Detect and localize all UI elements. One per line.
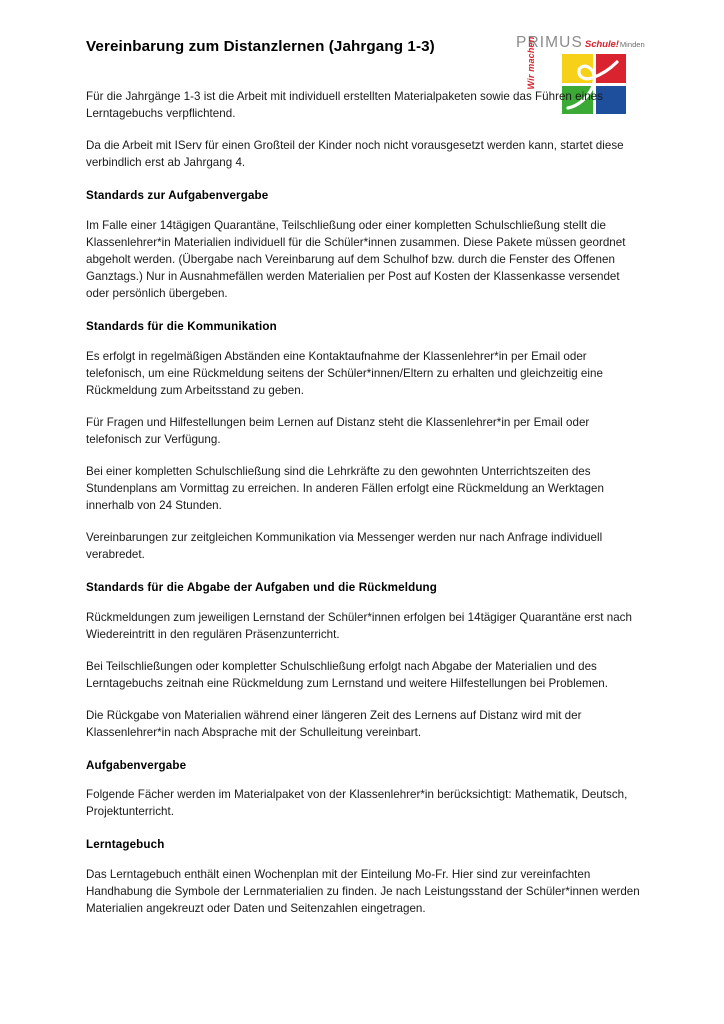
paragraph-intro-1: Für die Jahrgänge 1-3 ist die Arbeit mit individuell erstellten Materialpaketen sowie das Führen eines Lerntagebuchs verpflichtend. (86, 90, 603, 121)
heading-lerntagebuch: Lerntagebuch (86, 838, 165, 852)
heading-standards-kommunikation: Standards für die Kommunikation (86, 319, 277, 333)
paragraph-kommunikation-2: Für Fragen und Hilfestellungen beim Lernen auf Distanz steht die Klassenlehrer*in per Email oder telefonisch zur Verfügung. (86, 415, 590, 446)
heading-aufgabenvergabe: Aufgabenvergabe (86, 758, 187, 772)
page-title: Vereinbarung zum Distanzlernen (Jahrgang 1-3) (86, 38, 435, 55)
paragraph-abgabe-3: Die Rückgabe von Materialien während einer längeren Zeit des Lernens auf Distanz wird mit der Klassenlehrer*in nach Absprache mit der Schulleitung vereinbart. (86, 708, 582, 739)
paragraph-abgabe-2: Bei Teilschließungen oder kompletter Schulschließung erfolgt nach Abgabe der Materialien und des Lerntagebuchs zeitnah eine Rückmeldung zum Lernstand und weitere Hilfestellungen bei Problemen. (86, 659, 609, 690)
logo-square-yellow (562, 54, 593, 83)
logo-slogan-text: Wir machen (526, 36, 536, 90)
logo-square-red (596, 54, 627, 83)
logo-minden-text: Minden (619, 40, 645, 49)
document-body (86, 88, 640, 917)
paragraph-intro-2: Da die Arbeit mit IServ für einen Großteil der Kinder noch nicht vorausgesetzt werden kann, startet diese verbindlich erst ab Jahrgang 4. (86, 139, 624, 170)
paragraph-aufgabenvergabe: Im Falle einer 14tägigen Quarantäne, Teilschließung oder einer kompletten Schulschließung stellt die Klassenlehrer*in Materialien individuell für die Schüler*innen zusammen. Diese Pakete müssen geordnet abgeholt werden. (Übergabe nach Vereinbarung auf dem Schulhof bzw. durch die Fenster des Offenen Ganztags.) Nur in Ausnahmefällen werden Materialien per Post auf Kosten der Klassenkasse versendet oder persönlich übergeben. (86, 218, 626, 300)
paragraph-lerntagebuch: Das Lerntagebuch enthält einen Wochenplan mit der Einteilung Mo-Fr. Hier sind zur vereinfachten Handhabung die Symbole der Lernmaterialien zu finden. Je nach Leistungsstand der Schüler*innen werden Materialien angekreuzt oder Daten und Seitenzahlen eingetragen. (86, 868, 640, 916)
paragraph-kommunikation-3: Bei einer kompletten Schulschließung sind die Lehrkräfte zu den gewohnten Unterrichtszeiten des Stundenplans am Vormittag zu erreichen. In anderen Fällen erfolgt eine Rückmeldung an Werktagen innerhalb von 24 Stunden. (86, 464, 604, 512)
paragraph-abgabe-1: Rückmeldungen zum jeweiligen Lernstand der Schüler*innen erfolgen bei 14tägiger Quarantäne erst nach Wiedereintritt in den regulären Präsenzunterricht. (86, 610, 632, 641)
heading-standards-abgabe: Standards für die Abgabe der Aufgaben und die Rückmeldung (86, 580, 438, 594)
logo-primus-text: PRIMUS (516, 34, 583, 51)
paragraph-kommunikation-1: Es erfolgt in regelmäßigen Abständen eine Kontaktaufnahme der Klassenlehrer*in per Email oder telefonisch, um eine Rückmeldung seitens der Schüler*innen/Eltern zu erhalten und gleichzeitig eine Rückmeldung zum Arbeitsstand zu geben. (86, 349, 603, 397)
paragraph-faecher: Folgende Fächer werden im Materialpaket von der Klassenlehrer*in berücksichtigt: Mathematik, Deutsch, Projektunterricht. (86, 788, 628, 819)
logo-schule-text: Schule! (584, 39, 619, 50)
heading-standards-aufgabenvergabe: Standards zur Aufgabenvergabe (86, 189, 269, 203)
paragraph-kommunikation-4: Vereinbarungen zur zeitgleichen Kommunikation via Messenger werden nur nach Anfrage individuell verabredet. (86, 530, 603, 561)
